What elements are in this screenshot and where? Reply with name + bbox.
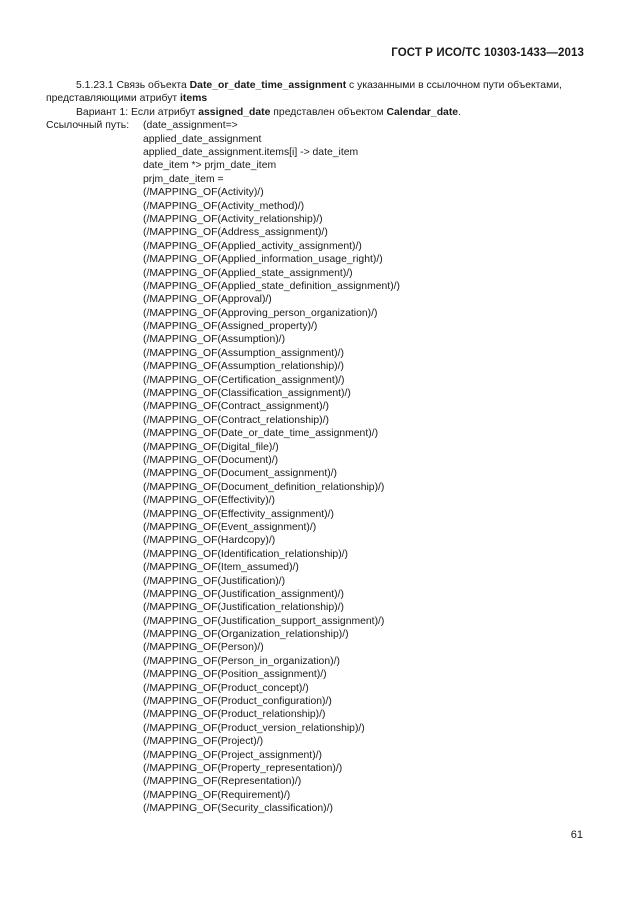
document-body bbox=[46, 79, 586, 816]
reference-path-line: (/MAPPING_OF(Product_relationship)/) bbox=[143, 709, 326, 721]
reference-path-line: (/MAPPING_OF(Justification_relationship)/) bbox=[143, 602, 344, 614]
reference-path-line: (/MAPPING_OF(Person_in_organization)/) bbox=[143, 655, 340, 667]
reference-path-line: (/MAPPING_OF(Applied_activity_assignment)/) bbox=[143, 240, 362, 252]
variant-suffix: . bbox=[458, 106, 461, 118]
variant-entity: Calendar_date bbox=[386, 106, 459, 118]
reference-path-line: (/MAPPING_OF(Address_assignment)/) bbox=[143, 227, 328, 239]
reference-path-line: applied_date_assignment bbox=[143, 133, 262, 145]
reference-path-line: (/MAPPING_OF(Assumption_relationship)/) bbox=[143, 361, 344, 373]
reference-path-line: (/MAPPING_OF(Product_version_relationship)/) bbox=[143, 722, 365, 734]
reference-path-line: (/MAPPING_OF(Identification_relationship)/) bbox=[143, 548, 349, 560]
reference-path-line: (/MAPPING_OF(Contract_assignment)/) bbox=[143, 401, 329, 413]
reference-path-line: (/MAPPING_OF(Applied_information_usage_right)/) bbox=[143, 254, 383, 266]
reference-path-line: (/MAPPING_OF(Classification_assignment)/) bbox=[143, 388, 351, 400]
reference-path-line: (/MAPPING_OF(Assigned_property)/) bbox=[143, 321, 318, 333]
reference-path-line: (/MAPPING_OF(Project)/) bbox=[143, 736, 264, 748]
variant-attribute: assigned_date bbox=[198, 106, 271, 118]
reference-path-line: (/MAPPING_OF(Certification_assignment)/) bbox=[143, 374, 345, 386]
reference-path-line: applied_date_assignment.items[i] -> date_item bbox=[143, 147, 359, 159]
reference-path-line: (/MAPPING_OF(Effectivity_assignment)/) bbox=[143, 508, 334, 520]
reference-path-line: (/MAPPING_OF(Hardcopy)/) bbox=[143, 535, 276, 547]
reference-path-line: (/MAPPING_OF(Document_assignment)/) bbox=[143, 468, 338, 480]
reference-label: Ссылочный путь: bbox=[46, 120, 130, 132]
document-header: ГОСТ Р ИСО/ТС 10303-1433—2013 bbox=[391, 47, 584, 59]
reference-path-line: (/MAPPING_OF(Activity)/) bbox=[143, 187, 264, 199]
reference-path-line: (/MAPPING_OF(Event_assignment)/) bbox=[143, 521, 317, 533]
reference-path-line: (/MAPPING_OF(Justification_assignment)/) bbox=[143, 588, 344, 600]
reference-path-line: (/MAPPING_OF(Position_assignment)/) bbox=[143, 669, 327, 681]
variant-middle: представлен объектом bbox=[270, 106, 387, 118]
reference-path-line: (/MAPPING_OF(Effectivity)/) bbox=[143, 495, 276, 507]
reference-path-line: (/MAPPING_OF(Person)/) bbox=[143, 642, 264, 654]
reference-path-line: (/MAPPING_OF(Digital_file)/) bbox=[143, 441, 279, 453]
reference-path-line: (/MAPPING_OF(Date_or_date_time_assignment)/) bbox=[143, 428, 379, 440]
reference-path-line: (/MAPPING_OF(Item_assumed)/) bbox=[143, 562, 299, 574]
entity-name: Date_or_date_time_assignment bbox=[189, 80, 347, 91]
reference-path-line: (/MAPPING_OF(Organization_relationship)/) bbox=[143, 629, 349, 641]
reference-path-line: (/MAPPING_OF(Product_concept)/) bbox=[143, 682, 309, 694]
reference-path-line: (/MAPPING_OF(Security_classification)/) bbox=[143, 803, 333, 815]
reference-path-line: (/MAPPING_OF(Applied_state_definition_assignment)/) bbox=[143, 280, 400, 292]
reference-path-line: (/MAPPING_OF(Justification)/) bbox=[143, 575, 286, 587]
section-prefix: 5.1.23.1 Связь объекта bbox=[76, 80, 190, 91]
reference-path-line: (/MAPPING_OF(Applied_state_assignment)/) bbox=[143, 267, 353, 279]
reference-path-lines bbox=[143, 133, 586, 816]
reference-path-line: (/MAPPING_OF(Activity_method)/) bbox=[143, 200, 305, 212]
reference-path-line: date_item *> prjm_date_item bbox=[143, 160, 277, 172]
attribute-name: items bbox=[180, 93, 208, 105]
section-middle: с указанными в ссылочном пути объектами, представляющими атрибут bbox=[46, 80, 562, 105]
reference-path-line: (/MAPPING_OF(Product_configuration)/) bbox=[143, 696, 332, 708]
variant-paragraph bbox=[46, 106, 586, 119]
reference-path-line: (/MAPPING_OF(Justification_support_assignment)/) bbox=[143, 615, 385, 627]
reference-path-row bbox=[46, 119, 586, 132]
reference-path-line: (/MAPPING_OF(Representation)/) bbox=[143, 776, 302, 788]
variant-prefix: Вариант 1: Если атрибут bbox=[76, 106, 199, 118]
reference-path-line: (/MAPPING_OF(Assumption_assignment)/) bbox=[143, 347, 344, 359]
reference-path-line: (/MAPPING_OF(Requirement)/) bbox=[143, 789, 291, 801]
reference-first-line: (date_assignment=> bbox=[143, 120, 238, 132]
reference-path-line: (/MAPPING_OF(Activity_relationship)/) bbox=[143, 213, 323, 225]
reference-path-line: (/MAPPING_OF(Property_representation)/) bbox=[143, 762, 343, 774]
reference-path-line: (/MAPPING_OF(Assumption)/) bbox=[143, 334, 286, 346]
section-paragraph bbox=[46, 79, 586, 106]
page-number: 61 bbox=[570, 829, 583, 841]
reference-path-line: (/MAPPING_OF(Approval)/) bbox=[143, 294, 272, 306]
reference-path-line: (/MAPPING_OF(Approving_person_organization)/) bbox=[143, 307, 378, 319]
reference-path-line: (/MAPPING_OF(Project_assignment)/) bbox=[143, 749, 322, 761]
reference-path-line: (/MAPPING_OF(Document)/) bbox=[143, 455, 279, 466]
reference-path-line: (/MAPPING_OF(Document_definition_relationship)/) bbox=[143, 481, 385, 493]
reference-path-line: prjm_date_item = bbox=[143, 173, 224, 185]
reference-path-line: (/MAPPING_OF(Contract_relationship)/) bbox=[143, 414, 329, 426]
